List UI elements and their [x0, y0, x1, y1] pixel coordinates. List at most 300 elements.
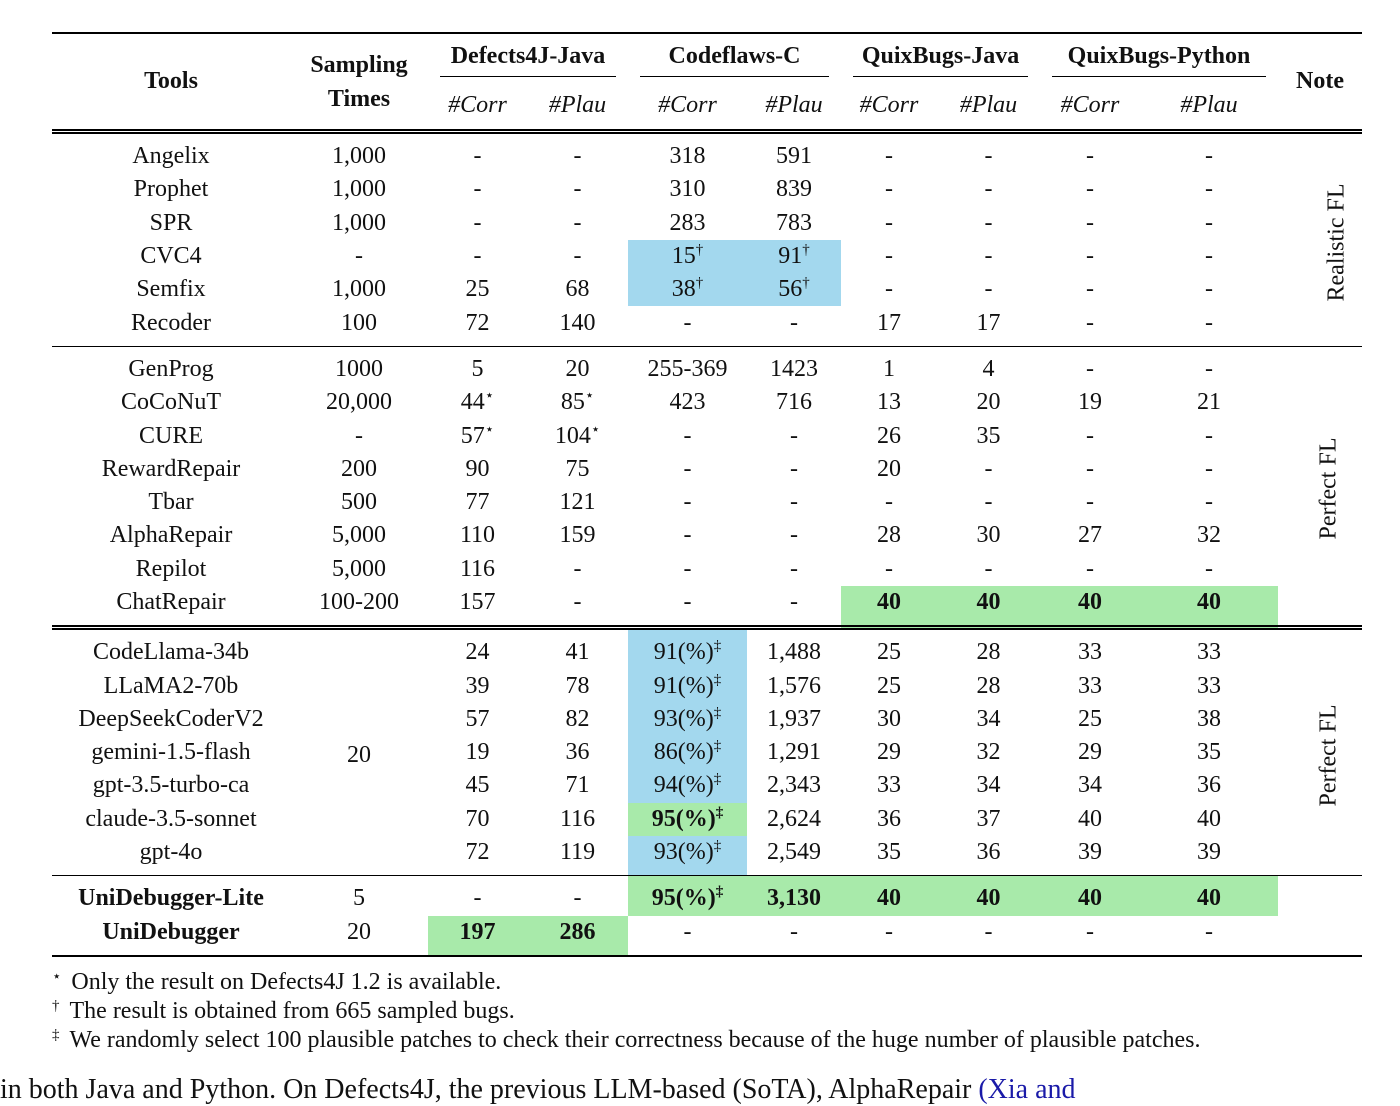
- result-cell: 21: [1197, 389, 1222, 416]
- footnote-mark: ‡: [713, 738, 722, 755]
- result-cell: 34: [976, 705, 1001, 732]
- sampling-times: 20: [347, 918, 371, 945]
- result-cell: 41: [565, 639, 590, 666]
- result-cell: 5: [471, 355, 484, 382]
- sampling-times: 200: [341, 455, 377, 482]
- result-cell: 30: [976, 522, 1001, 549]
- result-cell: -: [885, 243, 894, 270]
- table-row: [52, 453, 1362, 486]
- result-cell: 1: [883, 355, 896, 382]
- table-row: [52, 346, 1362, 386]
- footnote: [52, 997, 1201, 1026]
- tool-name: ChatRepair: [116, 589, 226, 615]
- footnote-mark: ‡: [713, 638, 722, 655]
- section-note: [1278, 346, 1362, 627]
- tool-name: Recoder: [131, 309, 211, 336]
- result-cell: 2,549: [767, 839, 822, 866]
- header-tools: Tools: [52, 33, 290, 132]
- result-cell: -: [790, 918, 799, 945]
- result-cell: 37: [976, 805, 1001, 832]
- header-subcolumn: #Plau: [1180, 91, 1238, 118]
- result-cell: 70: [465, 805, 490, 832]
- table-row: [52, 486, 1362, 519]
- result-cell: 20: [976, 389, 1001, 416]
- result-cell: 39: [1078, 839, 1103, 866]
- table-row: [52, 519, 1362, 552]
- result-cell: -: [984, 276, 993, 303]
- result-cell: 35: [1197, 739, 1222, 766]
- result-cell: -: [1086, 209, 1095, 236]
- footnote-mark: ‡: [713, 704, 722, 721]
- table-row: [52, 703, 1362, 736]
- result-cell: -: [885, 489, 894, 516]
- result-cell: -: [1205, 422, 1214, 449]
- result-cell: 38†: [628, 273, 747, 306]
- table-header: [52, 33, 1362, 132]
- result-cell: -: [885, 555, 894, 582]
- sampling-times: 500: [341, 489, 377, 516]
- result-cell: -: [683, 522, 692, 549]
- result-cell: 1,576: [767, 672, 822, 699]
- result-cell: -: [984, 555, 993, 582]
- result-cell: 28: [976, 639, 1001, 666]
- header-subcolumn: #Corr: [859, 91, 919, 118]
- tool-name: RewardRepair: [101, 455, 241, 482]
- result-cell: -: [573, 885, 582, 912]
- result-cell: -: [573, 176, 582, 203]
- result-cell: 783: [776, 209, 813, 236]
- result-cell: -: [573, 243, 582, 270]
- result-cell: -: [885, 276, 894, 303]
- result-cell: 36: [565, 739, 590, 766]
- result-cell: 95(%)‡: [628, 803, 747, 836]
- tool-name: LLaMA2-70b: [103, 672, 239, 699]
- result-cell: -: [473, 885, 482, 912]
- result-cell: 95(%)‡: [628, 876, 747, 916]
- result-cell: 38: [1197, 705, 1222, 732]
- table-row: [52, 836, 1362, 876]
- tool-name: CURE: [138, 422, 203, 449]
- result-cell: 75: [565, 455, 590, 482]
- result-cell: 40: [937, 586, 1040, 628]
- footnote-mark: ‡: [52, 1027, 60, 1043]
- result-cell: 716: [776, 389, 813, 416]
- result-cell: 1,291: [767, 739, 822, 766]
- table-row: [52, 240, 1362, 273]
- result-cell: 29: [1078, 739, 1103, 766]
- header-subcolumn: #Corr: [448, 91, 507, 118]
- result-cell: 318: [669, 143, 706, 170]
- header-subcolumn: #Corr: [1060, 91, 1120, 118]
- result-cell: 72: [465, 309, 490, 336]
- footnote-mark: ‡: [715, 884, 724, 901]
- result-cell: 36: [877, 805, 902, 832]
- result-cell: -: [1205, 455, 1214, 482]
- sampling-times: 100-200: [319, 589, 399, 615]
- header-subcolumn: #Plau: [959, 91, 1018, 118]
- result-cell: -: [1205, 489, 1214, 516]
- result-cell: -: [573, 589, 582, 615]
- header-group: Defects4J-Java: [428, 33, 628, 81]
- result-cell: 13: [877, 389, 902, 416]
- result-cell: 68: [565, 276, 590, 303]
- result-cell: 45: [465, 772, 490, 799]
- footnotes: [52, 968, 1201, 1055]
- section-note: [1278, 876, 1362, 956]
- result-cell: 40: [841, 876, 937, 916]
- result-cell: -: [1205, 355, 1214, 382]
- section-note: [1278, 132, 1362, 347]
- footnote: [52, 968, 1201, 997]
- result-cell: -: [683, 489, 692, 516]
- result-cell: 116: [459, 555, 496, 582]
- result-cell: 423: [669, 389, 706, 416]
- result-cell: 40: [1140, 586, 1278, 628]
- result-cell: 40: [1040, 876, 1140, 916]
- result-cell: 93(%)‡: [628, 703, 747, 736]
- result-cell: 121: [559, 489, 596, 516]
- sampling-times: 5: [353, 885, 365, 912]
- footnote-text: We randomly select 100 plausible patches to check their correctness because of the huge number of plausible patches.: [69, 1027, 1201, 1053]
- sampling-times: 5,000: [332, 522, 386, 549]
- sampling-times: 1,000: [332, 176, 386, 203]
- result-cell: -: [473, 143, 482, 170]
- tool-name: CVC4: [140, 243, 202, 270]
- result-cell: 71: [565, 772, 590, 799]
- result-cell: 57⋆: [460, 421, 495, 449]
- result-cell: -: [885, 918, 894, 945]
- tool-name: GenProg: [128, 355, 214, 382]
- sampling-times: -: [355, 422, 363, 449]
- result-cell: -: [1205, 276, 1214, 303]
- result-cell: 33: [1078, 639, 1103, 666]
- sampling-times: 1,000: [332, 209, 386, 236]
- result-cell: 40: [937, 876, 1040, 916]
- result-cell: -: [1086, 143, 1095, 170]
- table-row: [52, 628, 1362, 670]
- tool-name: claude-3.5-sonnet: [85, 805, 257, 832]
- result-cell: -: [573, 555, 582, 582]
- result-cell: 40: [841, 586, 937, 628]
- header-group: QuixBugs-Python: [1040, 33, 1278, 81]
- body-text-content: in both Java and Python. On Defects4J, the previous LLM-based (SoTA), AlphaRepair: [0, 1074, 979, 1105]
- result-cell: -: [1205, 309, 1214, 336]
- footnote: [52, 1026, 1201, 1055]
- result-cell: 86(%)‡: [628, 736, 747, 769]
- result-cell: -: [1086, 243, 1095, 270]
- result-cell: 17: [976, 309, 1001, 336]
- result-cell: 28: [976, 672, 1001, 699]
- table-row: [52, 173, 1362, 206]
- result-cell: 1,937: [767, 705, 822, 732]
- result-cell: 104⋆: [554, 421, 601, 449]
- result-cell: -: [790, 589, 799, 615]
- header-group: Codeflaws-C: [628, 33, 841, 81]
- result-cell: 157: [459, 589, 496, 615]
- result-cell: -: [683, 309, 692, 336]
- result-cell: -: [1086, 276, 1095, 303]
- result-cell: 20: [877, 455, 902, 482]
- footnote-mark: †: [695, 242, 704, 259]
- result-cell: 78: [565, 672, 590, 699]
- result-cell: -: [1205, 555, 1214, 582]
- result-cell: -: [473, 176, 482, 203]
- result-cell: 25: [1078, 705, 1103, 732]
- result-cell: -: [984, 918, 993, 945]
- sampling-times: 1000: [335, 355, 383, 382]
- result-cell: 140: [559, 309, 596, 336]
- result-cell: 27: [1078, 522, 1103, 549]
- table-row: [52, 669, 1362, 702]
- tool-name: SPR: [149, 209, 193, 236]
- tool-name: CodeLlama-34b: [93, 639, 249, 666]
- table-row: [52, 769, 1362, 802]
- tool-name: gpt-3.5-turbo-ca: [92, 772, 250, 799]
- result-cell: 93(%)‡: [628, 836, 747, 876]
- result-cell: 36: [976, 839, 1001, 866]
- result-cell: -: [683, 422, 692, 449]
- footnote-mark: ⋆: [52, 969, 62, 985]
- result-cell: 15†: [628, 240, 747, 273]
- tool-name: CoCoNuT: [120, 389, 221, 416]
- table-row: [52, 736, 1362, 769]
- result-cell: 159: [559, 522, 596, 549]
- tool-name: Repilot: [135, 555, 207, 582]
- sampling-times: 1,000: [332, 143, 386, 170]
- result-cell: 20: [565, 355, 590, 382]
- result-cell: 91(%)‡: [628, 669, 747, 702]
- result-cell: 85⋆: [560, 388, 595, 416]
- result-cell: 283: [669, 209, 706, 236]
- tool-name: Semfix: [136, 276, 206, 303]
- result-cell: 94(%)‡: [628, 769, 747, 802]
- sampling-times: -: [355, 243, 363, 270]
- footnote-mark: ⋆: [590, 421, 601, 438]
- tool-name: Tbar: [148, 489, 194, 516]
- section-note-label: Perfect FL: [1315, 437, 1342, 540]
- header-note: Note: [1278, 33, 1362, 132]
- table-row: [52, 586, 1362, 628]
- result-cell: 34: [1078, 772, 1103, 799]
- body-text: [0, 1074, 1076, 1106]
- footnote-mark: †: [802, 242, 810, 259]
- result-cell: -: [1086, 918, 1095, 945]
- result-cell: 40: [1140, 876, 1278, 916]
- result-cell: -: [885, 176, 894, 203]
- result-cell: 77: [465, 489, 490, 516]
- result-cell: 1423: [770, 355, 819, 382]
- result-cell: 1,488: [767, 639, 822, 666]
- footnote-mark: †: [52, 998, 60, 1014]
- header-subcolumn: #Plau: [548, 91, 607, 118]
- table-row: [52, 273, 1362, 306]
- result-cell: 44⋆: [460, 388, 495, 416]
- tool-name: gemini-1.5-flash: [91, 739, 251, 766]
- tool-name: Angelix: [132, 143, 210, 170]
- result-cell: -: [473, 243, 482, 270]
- result-cell: 40: [1197, 805, 1222, 832]
- result-cell: 119: [559, 839, 596, 866]
- result-cell: 34: [976, 772, 1001, 799]
- result-cell: 197: [428, 916, 527, 956]
- result-cell: -: [683, 555, 692, 582]
- result-cell: 28: [877, 522, 902, 549]
- sampling-times: 100: [341, 309, 377, 336]
- table-row: [52, 419, 1362, 452]
- result-cell: 32: [976, 739, 1001, 766]
- table-row: [52, 207, 1362, 240]
- citation-link[interactable]: (Xia and: [978, 1074, 1076, 1105]
- table-row: [52, 386, 1362, 419]
- result-cell: -: [790, 522, 799, 549]
- footnote-mark: ⋆: [484, 388, 495, 405]
- result-cell: -: [1086, 555, 1095, 582]
- result-cell: -: [984, 489, 993, 516]
- result-cell: -: [885, 143, 894, 170]
- result-cell: -: [984, 455, 993, 482]
- result-cell: 72: [465, 839, 490, 866]
- table-row: [52, 306, 1362, 346]
- result-cell: -: [790, 455, 799, 482]
- tool-name: gpt-4o: [139, 839, 203, 866]
- sampling-times: 20,000: [326, 389, 392, 416]
- result-cell: 33: [1197, 672, 1222, 699]
- result-cell: 116: [559, 805, 596, 832]
- tool-name: UniDebugger: [102, 918, 240, 945]
- footnote-mark: ⋆: [484, 421, 495, 438]
- result-cell: -: [885, 209, 894, 236]
- result-cell: -: [790, 555, 799, 582]
- result-cell: 255-369: [647, 355, 728, 382]
- result-cell: 91(%)‡: [628, 628, 747, 670]
- results-table: [52, 32, 1362, 957]
- result-cell: 91†: [747, 240, 841, 273]
- tool-name: AlphaRepair: [109, 522, 233, 549]
- result-cell: 4: [982, 355, 995, 382]
- result-cell: -: [1086, 422, 1095, 449]
- result-cell: 40: [1078, 805, 1103, 832]
- sampling-times: 20: [347, 742, 371, 769]
- result-cell: -: [1086, 489, 1095, 516]
- tool-name: Prophet: [133, 176, 209, 203]
- result-cell: 25: [877, 672, 902, 699]
- result-cell: 29: [877, 739, 902, 766]
- table-row: [52, 132, 1362, 174]
- result-cell: 110: [459, 522, 496, 549]
- footnote-mark: †: [802, 275, 810, 292]
- result-cell: 286: [527, 916, 628, 956]
- result-cell: -: [573, 143, 582, 170]
- tool-name: DeepSeekCoderV2: [78, 705, 264, 732]
- tool-name: UniDebugger-Lite: [78, 885, 264, 912]
- result-cell: 591: [776, 143, 813, 170]
- result-cell: -: [573, 209, 582, 236]
- section-note-label: Realistic FL: [1323, 183, 1350, 302]
- result-cell: -: [984, 143, 993, 170]
- result-cell: 32: [1197, 522, 1222, 549]
- footnote-mark: ‡: [715, 804, 724, 821]
- result-cell: -: [1086, 176, 1095, 203]
- footnote-mark: ‡: [713, 771, 722, 788]
- result-cell: -: [984, 209, 993, 236]
- result-cell: -: [683, 918, 692, 945]
- section-note-label: Perfect FL: [1315, 704, 1342, 807]
- footnote-text: Only the result on Defects4J 1.2 is available.: [71, 969, 502, 995]
- result-cell: -: [984, 243, 993, 270]
- result-cell: 839: [776, 176, 813, 203]
- result-cell: -: [1086, 309, 1095, 336]
- result-cell: 25: [877, 639, 902, 666]
- result-cell: 82: [565, 705, 590, 732]
- table-row: [52, 916, 1362, 956]
- result-cell: 310: [669, 176, 706, 203]
- result-cell: 39: [1197, 839, 1222, 866]
- header-group: QuixBugs-Java: [841, 33, 1040, 81]
- result-cell: 33: [1078, 672, 1103, 699]
- result-cell: 33: [1197, 639, 1222, 666]
- footnote-mark: ‡: [713, 671, 722, 688]
- result-cell: 35: [976, 422, 1001, 449]
- sampling-times: 1,000: [332, 276, 386, 303]
- section-note: [1278, 628, 1362, 876]
- header-subcolumn: #Corr: [658, 91, 717, 118]
- result-cell: -: [984, 176, 993, 203]
- footnote-mark: †: [695, 275, 704, 292]
- result-cell: 30: [877, 705, 902, 732]
- result-cell: 33: [877, 772, 902, 799]
- result-cell: 26: [877, 422, 902, 449]
- result-cell: 25: [465, 276, 490, 303]
- result-cell: -: [683, 455, 692, 482]
- result-cell: 39: [465, 672, 490, 699]
- footnote-mark: ‡: [713, 838, 722, 855]
- result-cell: -: [790, 489, 799, 516]
- header-subcolumn: #Plau: [765, 91, 823, 118]
- result-cell: -: [790, 422, 799, 449]
- result-cell: -: [1205, 243, 1214, 270]
- result-cell: 57: [465, 705, 490, 732]
- header-sampling: Sampling Times: [290, 33, 428, 132]
- result-cell: -: [1205, 918, 1214, 945]
- result-cell: 40: [1040, 586, 1140, 628]
- result-cell: -: [1205, 209, 1214, 236]
- result-cell: 90: [465, 455, 490, 482]
- result-cell: 3,130: [747, 876, 841, 916]
- result-cell: 2,343: [767, 772, 822, 799]
- result-cell: 24: [465, 639, 490, 666]
- table-row: [52, 553, 1362, 586]
- table-row: [52, 803, 1362, 836]
- table-row: [52, 876, 1362, 916]
- result-cell: 19: [1078, 389, 1103, 416]
- result-cell: -: [1205, 143, 1214, 170]
- footnote-text: The result is obtained from 665 sampled bugs.: [69, 998, 515, 1024]
- result-cell: -: [790, 309, 799, 336]
- result-cell: 17: [877, 309, 902, 336]
- result-cell: 35: [877, 839, 902, 866]
- footnote-mark: ⋆: [584, 388, 595, 405]
- result-cell: 36: [1197, 772, 1222, 799]
- result-cell: -: [1205, 176, 1214, 203]
- result-cell: -: [683, 589, 692, 615]
- result-cell: -: [1086, 355, 1095, 382]
- sampling-times: 5,000: [332, 555, 386, 582]
- result-cell: 2,624: [767, 805, 822, 832]
- result-cell: 19: [465, 739, 490, 766]
- result-cell: -: [1086, 455, 1095, 482]
- result-cell: 56†: [747, 273, 841, 306]
- result-cell: -: [473, 209, 482, 236]
